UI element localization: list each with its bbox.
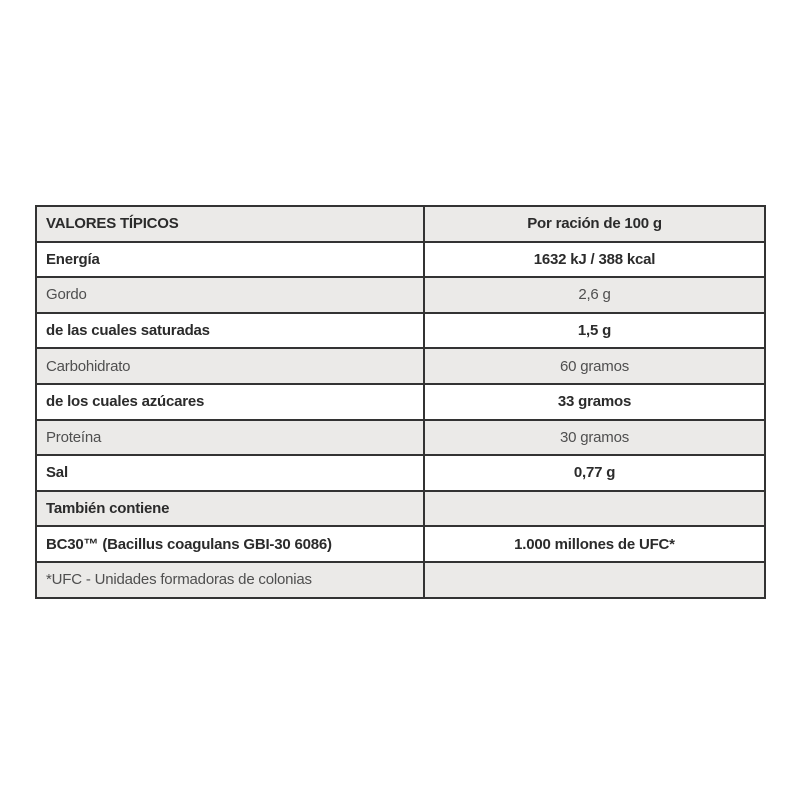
- row-label: Carbohidrato: [37, 349, 425, 383]
- table-row-sal: [37, 456, 764, 492]
- table-row-gordo: [37, 278, 764, 314]
- row-label: *UFC - Unidades formadoras de colonias: [37, 563, 425, 597]
- table-row-proteina: [37, 421, 764, 457]
- row-label: de los cuales azúcares: [37, 385, 425, 419]
- table-row-energia: [37, 243, 764, 279]
- table-row-tambien-contiene: [37, 492, 764, 528]
- row-value: 1,5 g: [577, 322, 612, 340]
- row-label: Sal: [37, 456, 425, 490]
- row-label: de las cuales saturadas: [37, 314, 425, 348]
- row-value: 0,77 g: [573, 464, 616, 482]
- table-header-row: [37, 207, 764, 243]
- table-row-saturadas: [37, 314, 764, 350]
- table-row-azucares: [37, 385, 764, 421]
- table-row-carbohidrato: [37, 349, 764, 385]
- nutrition-facts-table: [35, 205, 766, 599]
- row-value: 2,6 g: [578, 286, 611, 304]
- row-value: 30 gramos: [559, 428, 630, 446]
- row-value: 60 gramos: [559, 357, 630, 375]
- row-value: [425, 563, 764, 597]
- row-label: BC30™ (Bacillus coagulans GBI-30 6086): [37, 527, 425, 561]
- header-value: Por ración de 100 g: [527, 215, 662, 233]
- table-row-bc30: [37, 527, 764, 563]
- row-value: 33 gramos: [557, 393, 632, 411]
- row-label: También contiene: [37, 492, 425, 526]
- row-value: [425, 492, 764, 526]
- header-label: VALORES TÍPICOS: [37, 207, 425, 241]
- row-value: 1.000 millones de UFC*: [514, 535, 675, 553]
- row-label: Gordo: [37, 278, 425, 312]
- row-label: Energía: [37, 243, 425, 277]
- row-label: Proteína: [37, 421, 425, 455]
- row-value: 1632 kJ / 388 kcal: [533, 250, 656, 268]
- table-row-ufc-footnote: [37, 563, 764, 597]
